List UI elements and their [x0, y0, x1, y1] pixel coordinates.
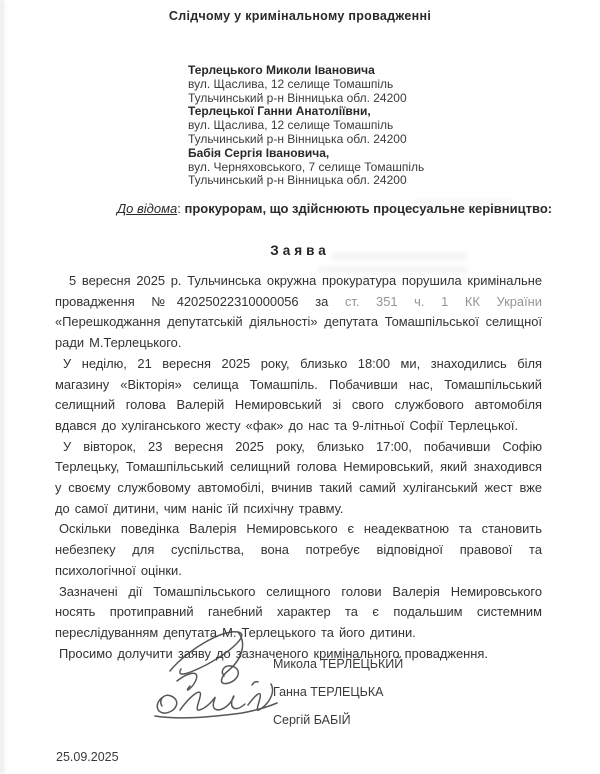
recipient-address-line: Тульчинський р-н Вінницька обл. 24200 — [188, 131, 407, 146]
recipient-address-line: вул. Черняховського, 7 селище Томашпіль — [188, 159, 425, 174]
document-date: 25.09.2025 — [56, 750, 119, 764]
attention-colon: : — [177, 201, 181, 216]
paragraph-1 — [55, 271, 542, 354]
scan-edge-smudge — [0, 0, 7, 774]
paragraph-2: У неділю, 21 вересня 2025 року, близько 18:00 ми, знаходились біля магазину «Вікторія» селища Томашпіль. Побачивши нас, Томашпільський селищний голова Валерій Немировський зі свого службового автомобіля вдався до хуліганського жесту «фак» до нас та 9-літньої Софії Терлецької. — [55, 355, 542, 433]
paragraph-1-faint-text: ст. 351 ч. 1 КК України — [344, 293, 542, 309]
paragraph-6: Просимо долучити заяву до зазначеного кримінального провадження. — [59, 645, 488, 661]
paragraph-5: Зазначені дії Томашпільського селищного голови Валерія Немировського носять протиправний ганебний характер та є подальшим системним переслідуванням депутата М. Терлецького та його дитини. — [55, 583, 542, 640]
attention-label: До відома — [117, 201, 178, 216]
recipient-address-line: Тульчинський р-н Вінницька обл. 24200 — [188, 173, 407, 188]
statement-body — [55, 271, 542, 664]
attention-line — [117, 201, 552, 216]
paragraph-4: Оскільки поведінка Валерія Немировського є неадекватною та становить небезпеку для суспільства, вона потребує відповідної правової та психологічної оцінки. — [55, 521, 542, 578]
recipient-address-line: вул. Щаслива, 12 селище Томашпіль — [188, 118, 394, 133]
signatory-name: Сергій БАБІЙ — [273, 713, 351, 727]
signatories-block — [273, 650, 403, 734]
signatory-name: Ганна ТЕРЛЕЦЬКА — [273, 685, 384, 699]
paragraph-3: У вівторок, 23 вересня 2025 року, близько 17:00, побачивши Софію Терлецьку, Томашпільський селищний голова Немировський, який знаходився у своєму службовому автомобілі, вчинив такий самий хуліганський жест вже до самої дитини, чим наніс їй психічну травму. — [55, 438, 542, 516]
recipient-name: Бабія Сергія Івановича, — [188, 145, 330, 160]
addressee-header: Слідчому у кримінальному провадженні — [168, 9, 432, 23]
signature-scribble — [150, 625, 285, 720]
attention-text: прокурорам, що здійснюють процесуальне керівництво: — [180, 201, 553, 216]
recipient-address-line: Тульчинський р-н Вінницька обл. 24200 — [188, 90, 407, 105]
recipient-address-line: вул. Щаслива, 12 селище Томашпіль — [188, 76, 394, 91]
paragraph-1-text: 5 вересня 2025 р. Тульчинська окружна прокуратура порушила кримінальне провадження №42025022310000056 за — [55, 273, 542, 309]
recipient-name: Терлецького Миколи Івановича — [188, 63, 375, 77]
signatory-name: Микола ТЕРЛЕЦЬКИЙ — [273, 657, 404, 671]
recipient-name: Терлецької Ганни Анатоліївни, — [188, 104, 371, 119]
paragraph-1-text: «Перешкоджання депутатській діяльності» депутата Томашпільської селищної ради М.Терлецького. — [55, 314, 542, 351]
recipients-block — [188, 64, 424, 188]
document-title: Заява — [270, 243, 330, 258]
